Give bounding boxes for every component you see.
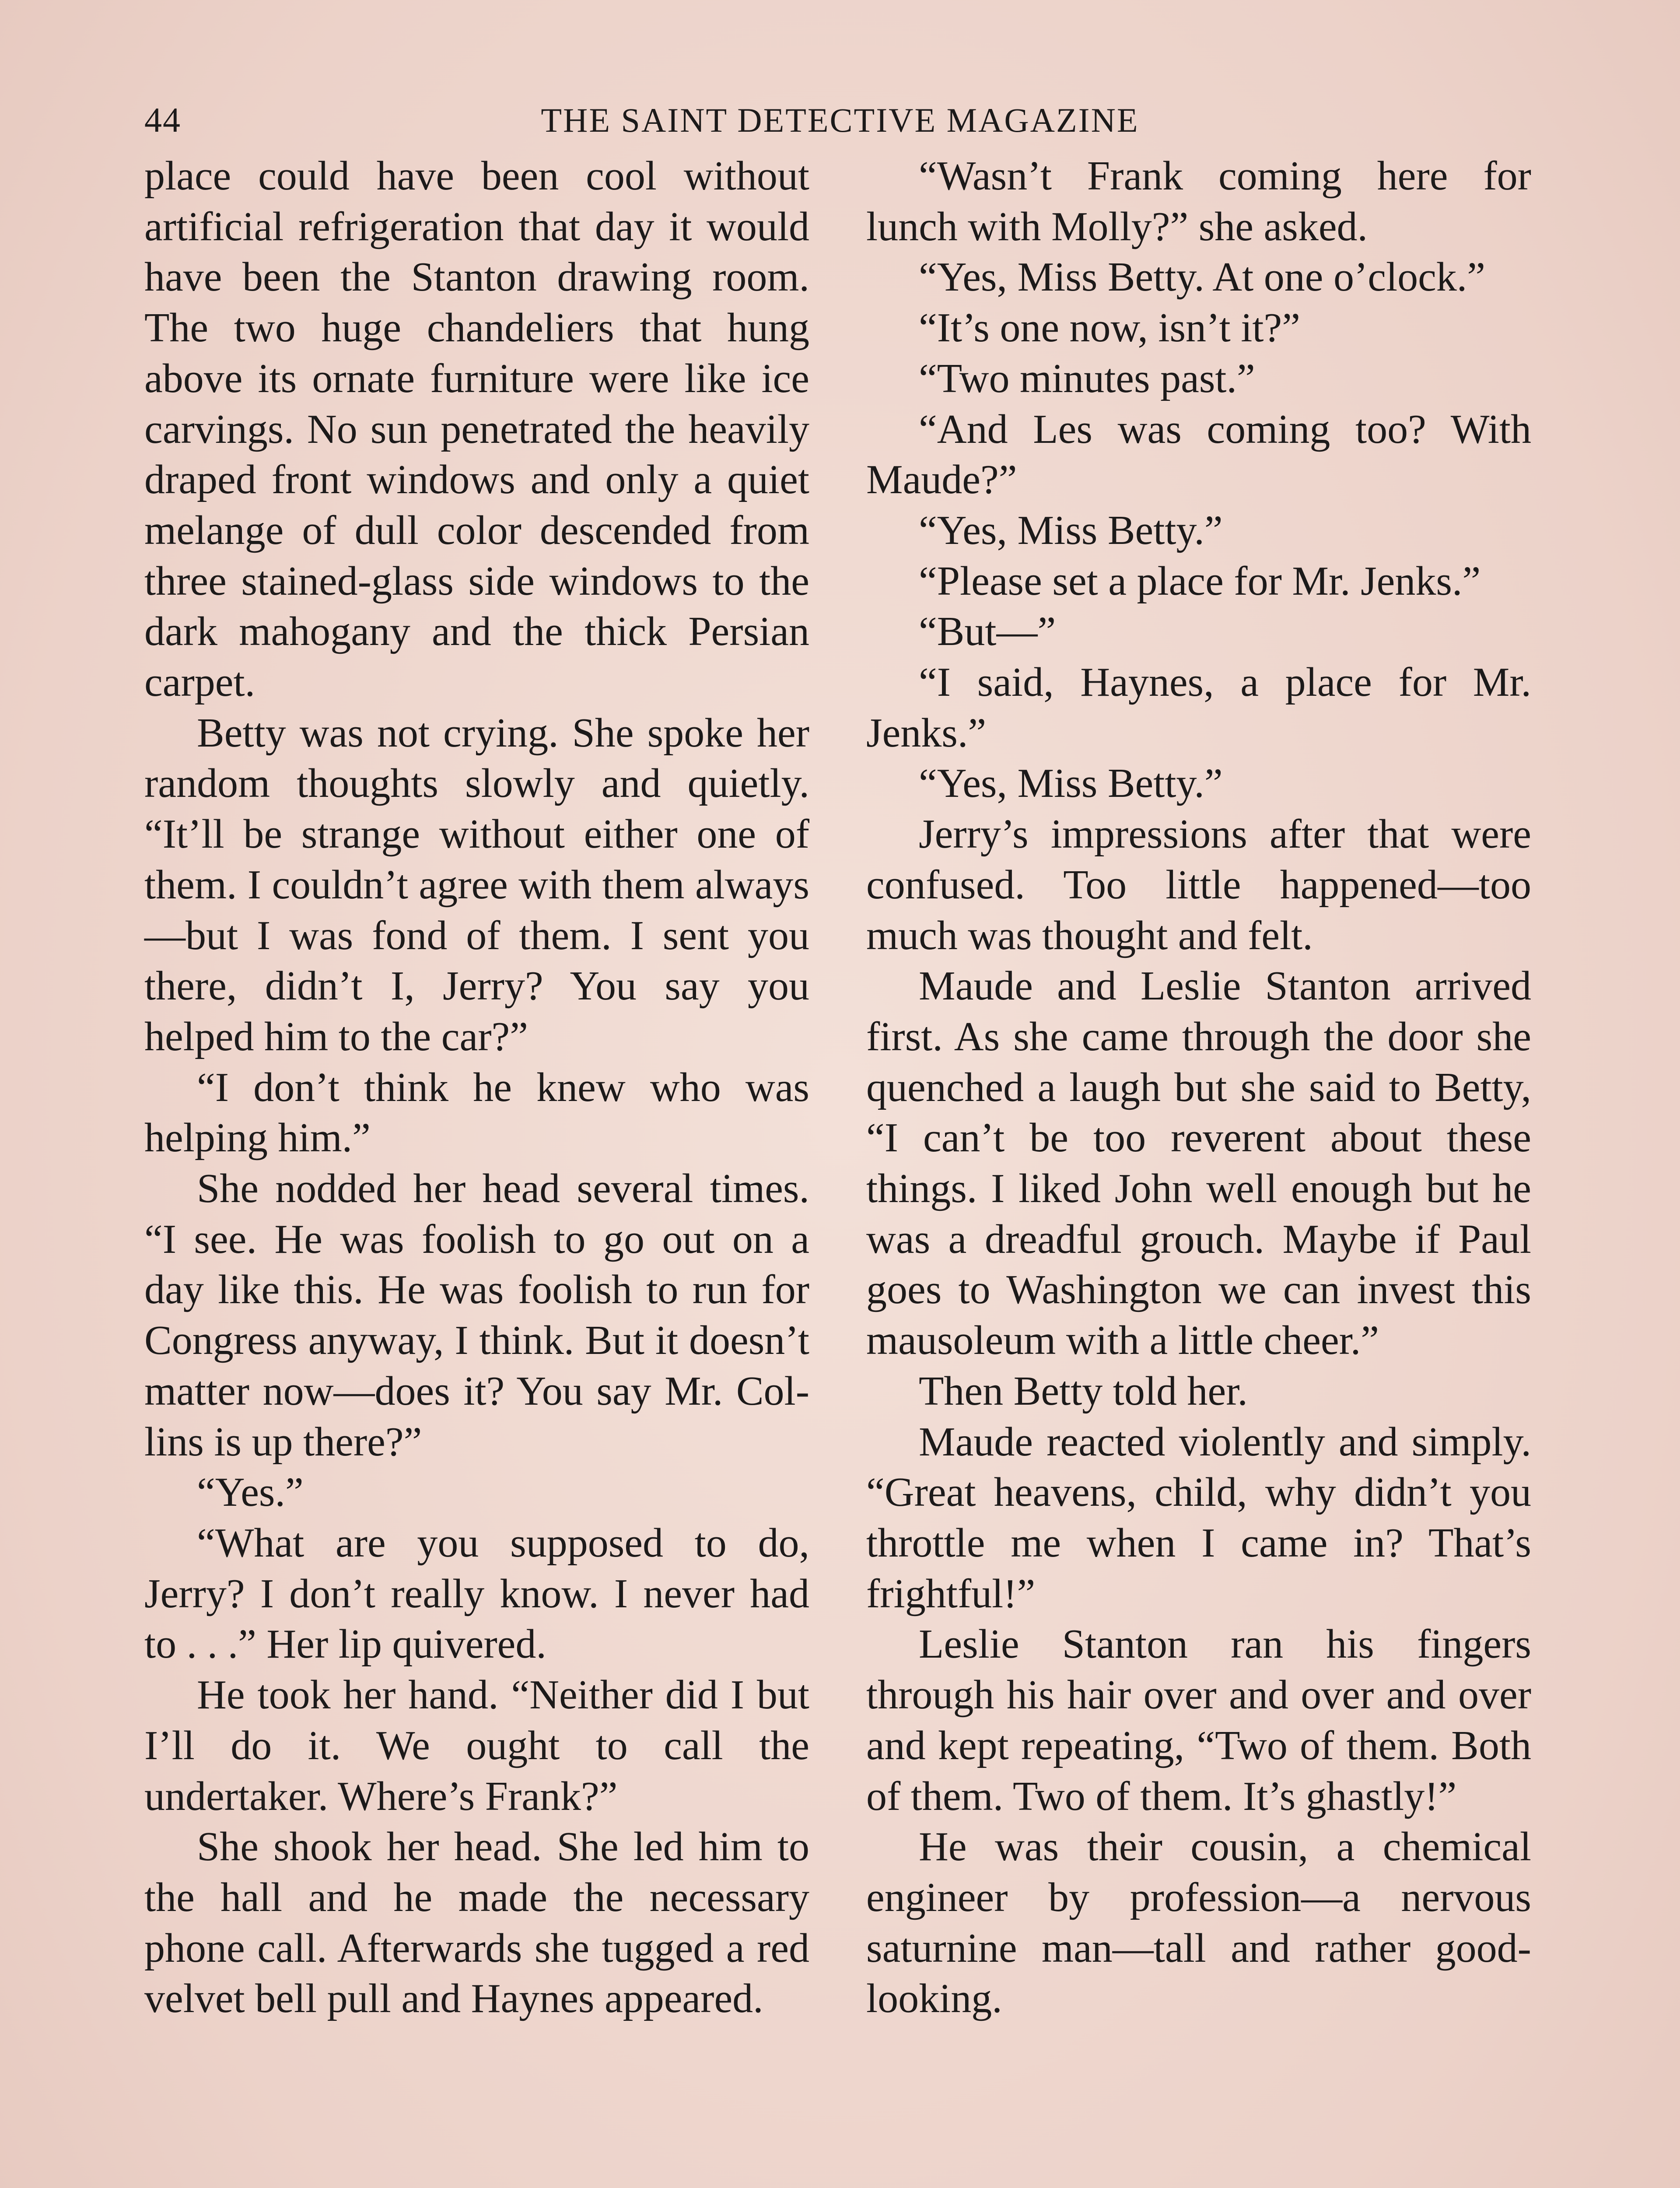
paragraph: “Yes, Miss Betty.”: [919, 761, 1223, 806]
paragraph: “But—”: [919, 609, 1056, 655]
paragraph: “It’s one now, isn’t it?”: [919, 305, 1300, 351]
paragraph: place could have been cool without artificial refrigeration that day it would have been the Stanton drawing room. The two huge chandeliers that hung above its ornate furniture were like ice carvings. No sun penetrated the heavily draped front windows and only a quiet melange of dull color descended from three stained-glass side windows to the dark mahogany and the thick Persian carpet.: [144, 153, 809, 705]
paragraph: “I don’t think he knew who was helping him.”: [144, 1064, 809, 1161]
paragraph: “Yes.”: [197, 1469, 304, 1515]
paragraph: She shook her head. She led him to the hall and he made the necessary phone call. Afterwards she tugged a red velvet bell pull and Haynes appeared.: [144, 1824, 809, 2022]
paragraph: He took her hand. “Neither did I but I’ll do it. We ought to call the undertaker. Where’s Frank?”: [144, 1672, 809, 1819]
paragraph: “Please set a place for Mr. Jenks.”: [919, 558, 1481, 604]
paragraph: Betty was not crying. She spoke her random thoughts slowly and quietly. “It’ll be strange without either one of them. I couldn’t agree with them always—but I was fond of them. I sent you there, didn’t I, Jerry? You say you helped him to the car?”: [144, 710, 809, 1059]
paragraph: Maude and Leslie Stanton arrived first. As she came through the door she quenched a laugh but she said to Betty, “I can’t be too reverent about these things. I liked John well enough but he was a dreadful grouch. Maybe if Paul goes to Washington we can invest this mausoleum with a little cheer.”: [866, 963, 1531, 1364]
paragraph: “And Les was coming too? With Maude?”: [866, 406, 1531, 503]
paragraph: She nodded her head several times. “I see. He was foolish to go out on a day like this. He was foolish to run for Congress anyway, I think. But it doesn’t matter now—does it? You say Mr. Collins is up there?”: [144, 1166, 809, 1465]
paragraph: “What are you supposed to do, Jerry? I don’t really know. I never had to . . .” Her lip quivered.: [144, 1520, 809, 1667]
paragraph: He was their cousin, a chemical engineer by profession—a nervous saturnine man—tall and rather good-looking.: [866, 1824, 1531, 2022]
right-column: [866, 151, 1531, 2024]
page-number: 44: [144, 101, 181, 140]
paragraph: “Two minutes past.”: [919, 355, 1255, 401]
running-title: THE SAINT DETECTIVE MAGAZINE: [541, 101, 1139, 139]
paragraph: “I said, Haynes, a place for Mr. Jenks.”: [866, 659, 1531, 756]
paragraph: Then Betty told her.: [919, 1368, 1248, 1414]
paragraph: Leslie Stanton ran his fingers through his hair over and over and over and kept repeating, “Two of them. Both of them. Two of them. It’s ghastly!”: [866, 1621, 1531, 1819]
paragraph: “Yes, Miss Betty. At one o’clock.”: [919, 254, 1486, 300]
paragraph: “Wasn’t Frank coming here for lunch with Molly?” she asked.: [866, 153, 1531, 249]
paragraph: Jerry’s impressions after that were confused. Too little happened—too much was thought and felt.: [866, 811, 1531, 958]
page-header: [144, 101, 1536, 153]
left-column: [144, 151, 809, 2024]
paragraph: Maude reacted violently and simply. “Great heavens, child, why didn’t you throttle me when I came in? That’s frightful!”: [866, 1419, 1531, 1616]
paragraph: “Yes, Miss Betty.”: [919, 507, 1223, 553]
